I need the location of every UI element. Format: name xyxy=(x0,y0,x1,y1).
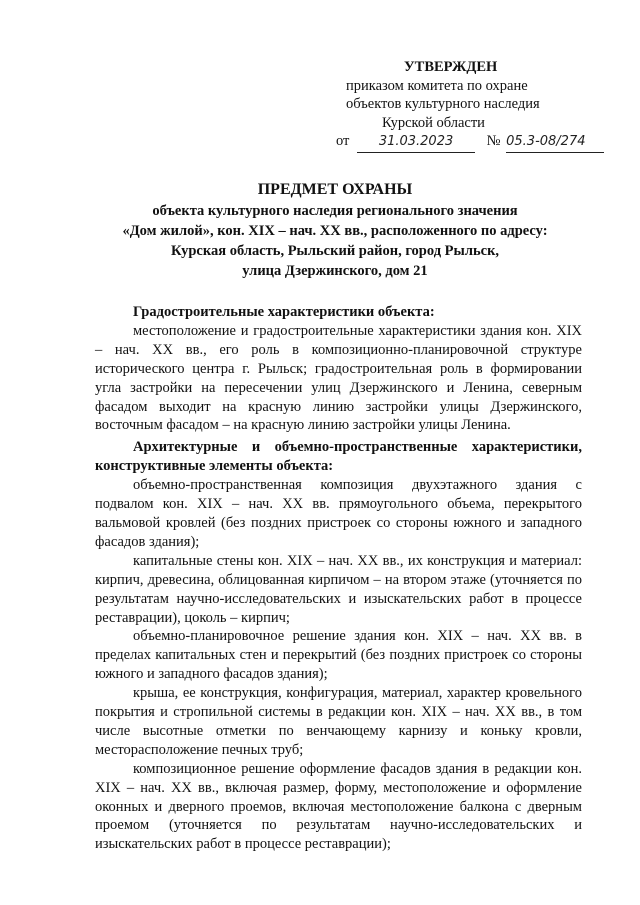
body-paragraph: объемно-планировочное решение здания кон. XIX – нач. XX вв. в пределах капитальных стен и перекрытий (без поздних пристроек со стороны южного и западного фасадов здания); xyxy=(95,628,582,683)
approval-heading: УТВЕРЖДЕН xyxy=(404,59,498,75)
section-heading: Градостроительные характеристики объекта: xyxy=(133,304,435,320)
body-paragraph: объемно-пространственная композиция двухэтажного здания с подвалом кон. XIX – нач. XX вв. прямоугольного объема, перекрытого вальмовой кровлей (без поздних пристроек со стороны южного и западного фасадов здания); xyxy=(95,477,582,550)
body-paragraph: капитальные стены кон. XIX – нач. XX вв., их конструкция и материал: кирпич, древесина, облицованная кирпичом – на втором этаже (уточняется по результатам научно-исследовательских и изыскательских работ в процессе реставрации), цоколь – кирпич; xyxy=(95,552,582,626)
number-label: № xyxy=(486,133,501,149)
approval-line: приказом комитета по охране xyxy=(346,77,528,94)
title-line: улица Дзержинского, дом 21 xyxy=(242,263,428,279)
title-line: Курская область, Рыльский район, город Рыльск, xyxy=(170,243,500,259)
from-label: от xyxy=(336,133,350,149)
approval-stamp xyxy=(336,58,626,153)
approval-line: объектов культурного наследия xyxy=(346,96,540,112)
approval-number: 05.3-08/274 xyxy=(506,133,604,153)
approval-date-line xyxy=(336,132,626,153)
document-body xyxy=(95,303,582,854)
body-paragraph: композиционное решение оформление фасадов здания в редакции кон. XIX – нач. XX вв., включая размер, форму, местоположение и оформление оконных и дверного проемов, включая местоположение балкона с дверным проемом (уточняется по результатам научно-исследовательских и изыскательских работ в процессе реставрации); xyxy=(95,760,582,853)
body-paragraph: местоположение и градостроительные характеристики здания кон. XIX – нач. XX вв., его роль в композиционно-планировочной структуре исторического центра г. Рыльск; градостроительная роль в формировании угла застройки на пересечении улиц Дзержинского и Ленина, северным фасадом выходит на красную линию застройки улицы Дзержинского, восточным фасадом – на красную линию застройки улицы Ленина. xyxy=(95,322,582,434)
approval-line: Курской области xyxy=(382,114,485,131)
title-line: «Дом жилой», кон. XIX – нач. XX вв., расположенного по адресу: xyxy=(122,223,548,239)
approval-date: 31.03.2023 xyxy=(357,133,475,153)
section-heading: Архитектурные и объемно-пространственные характеристики, конструктивные элементы объекта: xyxy=(95,439,582,475)
document-title xyxy=(90,180,580,281)
title-line: объекта культурного наследия регионального значения xyxy=(152,203,518,219)
page-title: ПРЕДМЕТ ОХРАНЫ xyxy=(257,181,413,198)
body-paragraph: крыша, ее конструкция, конфигурация, материал, характер кровельного покрытия и стропильной системы в редакции кон. XIX – нач. XX вв., в том числе высотные отметки по венчающему карнизу и коньку кровли, месторасположение печных труб; xyxy=(95,685,582,758)
